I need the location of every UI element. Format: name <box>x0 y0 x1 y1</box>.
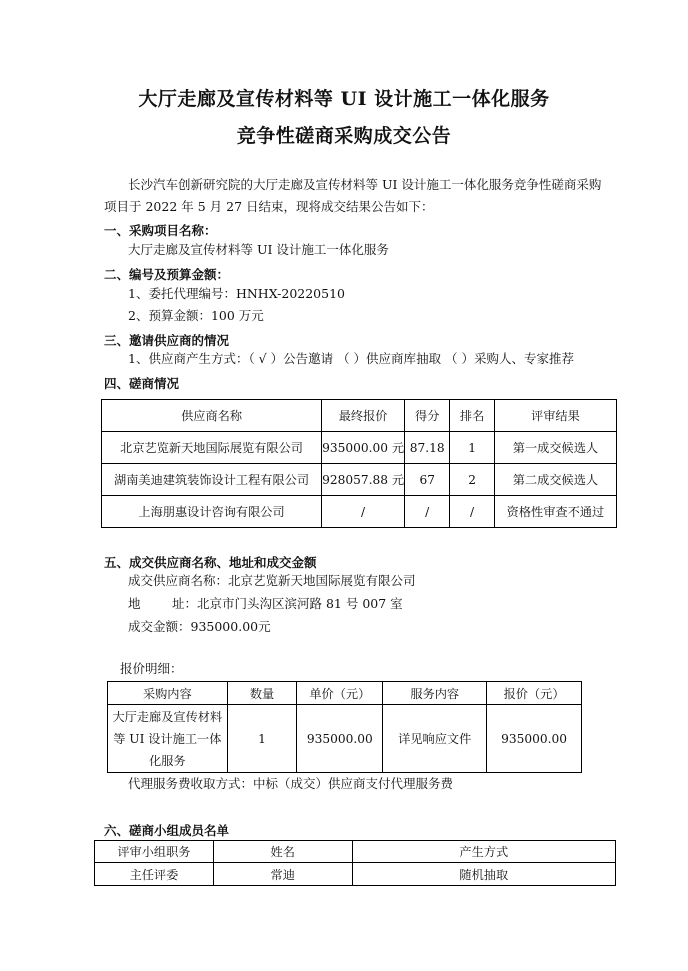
table-row <box>102 464 617 496</box>
section3-heading: 三、邀请供应商的情况 <box>104 333 230 348</box>
panel-members-table <box>94 840 616 886</box>
table-row <box>102 432 617 464</box>
table-cell: / <box>405 496 450 528</box>
table-row <box>95 863 616 886</box>
table-cell: / <box>322 496 405 528</box>
section5-amount: 成交金额：935000.00元 <box>128 619 271 634</box>
table-cell: 67 <box>405 464 450 496</box>
table-header-cell: 评审结果 <box>494 400 616 432</box>
agency-fee-text: 代理服务费收取方式：中标（成交）供应商支付代理服务费 <box>128 776 454 791</box>
table-header-cell: 供应商名称 <box>102 400 322 432</box>
table-cell: 详见响应文件 <box>383 705 487 773</box>
table-header-cell: 姓名 <box>213 841 352 863</box>
table-cell: 2 <box>450 464 495 496</box>
table-cell: 87.18 <box>405 432 450 464</box>
table-header-cell: 评审小组职务 <box>95 841 214 863</box>
page-subtitle: 竞争性磋商采购成交公告 <box>236 125 452 147</box>
quote-detail-table <box>107 681 582 773</box>
table-cell: 第二成交候选人 <box>494 464 616 496</box>
section6-heading: 六、磋商小组成员名单 <box>104 823 230 838</box>
table-header-cell: 数量 <box>227 682 297 705</box>
table-header-row <box>102 400 617 432</box>
table-header-cell: 得分 <box>405 400 450 432</box>
table-row <box>108 705 582 773</box>
table-header-row <box>108 682 582 705</box>
table-header-cell: 服务内容 <box>383 682 487 705</box>
table-cell: 北京艺览新天地国际展览有限公司 <box>102 432 322 464</box>
section5-supplier: 成交供应商名称：北京艺览新天地国际展览有限公司 <box>128 573 416 588</box>
section1-text: 大厅走廊及宣传材料等 UI 设计施工一体化服务 <box>128 242 389 257</box>
table-cell: 1 <box>227 705 297 773</box>
intro-line-1: 长沙汽车创新研究院的大厅走廊及宣传材料等 UI 设计施工一体化服务竞争性磋商采购 <box>128 177 602 192</box>
table-header-cell: 采购内容 <box>108 682 228 705</box>
detail-label: 报价明细： <box>120 661 183 676</box>
section2-item2: 2、预算金额：100 万元 <box>128 308 264 323</box>
section1-heading: 一、采购项目名称： <box>104 223 217 238</box>
table-cell: 常迪 <box>213 863 352 886</box>
section3-item1: 1、供应商产生方式：（ √ ）公告邀请 （ ）供应商库抽取 （ ）采购人、专家推荐 <box>128 351 575 366</box>
table-cell: 1 <box>450 432 495 464</box>
table-cell: 资格性审查不通过 <box>494 496 616 528</box>
table-cell: 湖南美迪建筑装饰设计工程有限公司 <box>102 464 322 496</box>
table-header-cell: 单价（元） <box>297 682 383 705</box>
section5-address: 址：北京市门头沟区滨河路 81 号 007 室 <box>172 596 403 611</box>
negotiation-table <box>101 399 617 528</box>
table-header-cell: 最终报价 <box>322 400 405 432</box>
section4-heading: 四、磋商情况 <box>104 376 180 391</box>
table-header-row <box>95 841 616 863</box>
table-cell: 935000.00 <box>487 705 582 773</box>
table-cell: 上海朋惠设计咨询有限公司 <box>102 496 322 528</box>
page-title: 大厅走廊及宣传材料等 UI 设计施工一体化服务 <box>138 88 550 110</box>
table-cell: 935000.00 <box>297 705 383 773</box>
table-header-cell: 排名 <box>450 400 495 432</box>
table-row <box>102 496 617 528</box>
table-cell: / <box>450 496 495 528</box>
section5-heading: 五、成交供应商名称、地址和成交金额 <box>104 555 317 570</box>
section5-address-label: 地 <box>128 596 141 611</box>
table-cell: 第一成交候选人 <box>494 432 616 464</box>
table-cell: 主任评委 <box>95 863 214 886</box>
intro-line-2: 项目于 2022 年 5 月 27 日结束，现将成交结果公告如下： <box>104 199 434 214</box>
table-header-cell: 产生方式 <box>352 841 615 863</box>
table-cell: 928057.88 元 <box>322 464 405 496</box>
section2-heading: 二、编号及预算金额： <box>104 267 230 282</box>
table-cell: 935000.00 元 <box>322 432 405 464</box>
section2-item1: 1、委托代理编号：HNHX-20220510 <box>128 286 345 301</box>
table-cell: 随机抽取 <box>352 863 615 886</box>
table-cell: 大厅走廊及宣传材料等 UI 设计施工一体化服务 <box>108 705 228 773</box>
table-header-cell: 报价（元） <box>487 682 582 705</box>
